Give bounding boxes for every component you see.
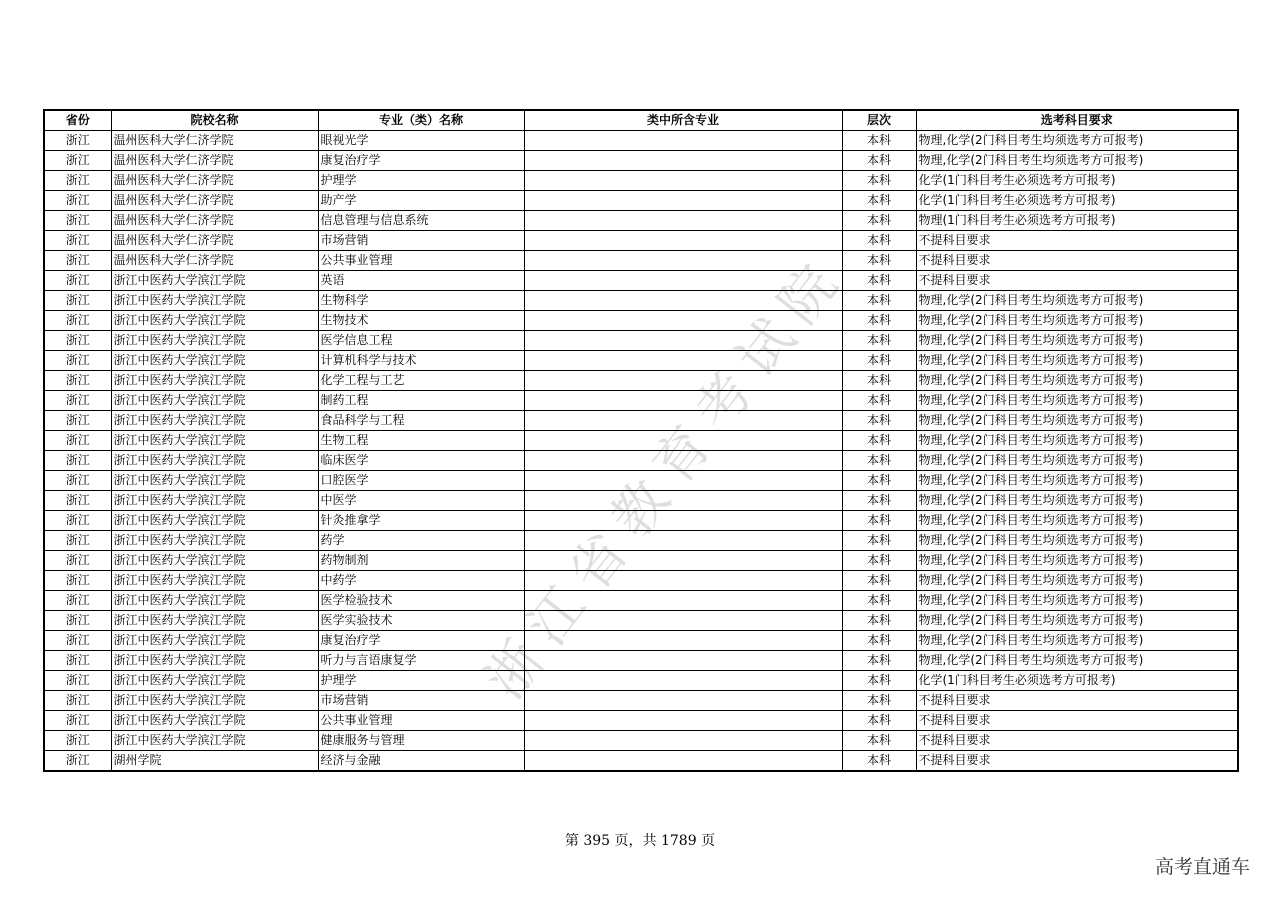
cell-province: 浙江 xyxy=(44,451,111,471)
cell-sub-majors xyxy=(524,391,842,411)
cell-province: 浙江 xyxy=(44,271,111,291)
cell-sub-majors xyxy=(524,191,842,211)
cell-subject-requirement: 化学(1门科目考生必须选考方可报考) xyxy=(916,171,1238,191)
cell-sub-majors xyxy=(524,731,842,751)
cell-level: 本科 xyxy=(842,131,916,151)
cell-level: 本科 xyxy=(842,251,916,271)
cell-major: 医学实验技术 xyxy=(318,611,524,631)
table-row xyxy=(44,431,1238,451)
cell-school: 浙江中医药大学滨江学院 xyxy=(111,731,318,751)
cell-major: 听力与言语康复学 xyxy=(318,651,524,671)
cell-level: 本科 xyxy=(842,511,916,531)
cell-subject-requirement: 不提科目要求 xyxy=(916,711,1238,731)
table-row xyxy=(44,671,1238,691)
table-header-row xyxy=(44,110,1238,131)
cell-subject-requirement: 物理,化学(2门科目考生均须选考方可报考) xyxy=(916,591,1238,611)
cell-sub-majors xyxy=(524,711,842,731)
page-footer: 第 395 页，共 1789 页 xyxy=(564,833,716,849)
cell-major: 康复治疗学 xyxy=(318,631,524,651)
cell-subject-requirement: 物理,化学(2门科目考生均须选考方可报考) xyxy=(916,451,1238,471)
cell-subject-requirement: 不提科目要求 xyxy=(916,271,1238,291)
cell-province: 浙江 xyxy=(44,251,111,271)
header-subject-requirement: 选考科目要求 xyxy=(916,110,1238,131)
cell-level: 本科 xyxy=(842,351,916,371)
table-row xyxy=(44,751,1238,772)
cell-level: 本科 xyxy=(842,271,916,291)
cell-level: 本科 xyxy=(842,671,916,691)
cell-subject-requirement: 物理,化学(2门科目考生均须选考方可报考) xyxy=(916,131,1238,151)
cell-level: 本科 xyxy=(842,711,916,731)
cell-school: 温州医科大学仁济学院 xyxy=(111,191,318,211)
cell-school: 浙江中医药大学滨江学院 xyxy=(111,411,318,431)
cell-subject-requirement: 物理,化学(2门科目考生均须选考方可报考) xyxy=(916,311,1238,331)
header-province: 省份 xyxy=(44,110,111,131)
cell-subject-requirement: 物理,化学(2门科目考生均须选考方可报考) xyxy=(916,531,1238,551)
cell-province: 浙江 xyxy=(44,151,111,171)
cell-school: 浙江中医药大学滨江学院 xyxy=(111,331,318,351)
cell-sub-majors xyxy=(524,751,842,772)
cell-sub-majors xyxy=(524,251,842,271)
cell-sub-majors xyxy=(524,511,842,531)
table-row xyxy=(44,731,1238,751)
cell-school: 浙江中医药大学滨江学院 xyxy=(111,591,318,611)
cell-level: 本科 xyxy=(842,731,916,751)
cell-subject-requirement: 不提科目要求 xyxy=(916,731,1238,751)
cell-sub-majors xyxy=(524,211,842,231)
cell-province: 浙江 xyxy=(44,691,111,711)
watermark: 浙江省教育考试院 xyxy=(473,242,858,711)
table-row xyxy=(44,271,1238,291)
cell-major: 医学信息工程 xyxy=(318,331,524,351)
cell-major: 医学检验技术 xyxy=(318,591,524,611)
cell-province: 浙江 xyxy=(44,331,111,351)
table-row xyxy=(44,451,1238,471)
cell-province: 浙江 xyxy=(44,351,111,371)
cell-school: 浙江中医药大学滨江学院 xyxy=(111,711,318,731)
table-row xyxy=(44,311,1238,331)
table-row xyxy=(44,151,1238,171)
cell-school: 温州医科大学仁济学院 xyxy=(111,251,318,271)
cell-school: 浙江中医药大学滨江学院 xyxy=(111,511,318,531)
cell-major: 健康服务与管理 xyxy=(318,731,524,751)
table-row xyxy=(44,251,1238,271)
cell-province: 浙江 xyxy=(44,531,111,551)
cell-sub-majors xyxy=(524,591,842,611)
cell-province: 浙江 xyxy=(44,311,111,331)
table-row xyxy=(44,131,1238,151)
cell-subject-requirement: 化学(1门科目考生必须选考方可报考) xyxy=(916,191,1238,211)
cell-level: 本科 xyxy=(842,231,916,251)
cell-province: 浙江 xyxy=(44,171,111,191)
table-row xyxy=(44,631,1238,651)
cell-school: 浙江中医药大学滨江学院 xyxy=(111,531,318,551)
table-row xyxy=(44,491,1238,511)
cell-major: 针灸推拿学 xyxy=(318,511,524,531)
cell-school: 浙江中医药大学滨江学院 xyxy=(111,451,318,471)
cell-school: 浙江中医药大学滨江学院 xyxy=(111,671,318,691)
cell-level: 本科 xyxy=(842,311,916,331)
cell-level: 本科 xyxy=(842,431,916,451)
table-row xyxy=(44,351,1238,371)
cell-school: 浙江中医药大学滨江学院 xyxy=(111,551,318,571)
cell-sub-majors xyxy=(524,371,842,391)
cell-major: 药学 xyxy=(318,531,524,551)
cell-level: 本科 xyxy=(842,491,916,511)
header-school: 院校名称 xyxy=(111,110,318,131)
table-row xyxy=(44,391,1238,411)
cell-school: 浙江中医药大学滨江学院 xyxy=(111,271,318,291)
header-level: 层次 xyxy=(842,110,916,131)
cell-province: 浙江 xyxy=(44,571,111,591)
cell-province: 浙江 xyxy=(44,651,111,671)
table-row xyxy=(44,591,1238,611)
cell-major: 计算机科学与技术 xyxy=(318,351,524,371)
cell-subject-requirement: 物理,化学(2门科目考生均须选考方可报考) xyxy=(916,571,1238,591)
cell-major: 市场营销 xyxy=(318,231,524,251)
cell-major: 护理学 xyxy=(318,171,524,191)
cell-sub-majors xyxy=(524,151,842,171)
cell-school: 湖州学院 xyxy=(111,751,318,772)
cell-subject-requirement: 不提科目要求 xyxy=(916,751,1238,772)
cell-major: 中医学 xyxy=(318,491,524,511)
cell-subject-requirement: 物理,化学(2门科目考生均须选考方可报考) xyxy=(916,631,1238,651)
table-row xyxy=(44,211,1238,231)
cell-school: 浙江中医药大学滨江学院 xyxy=(111,371,318,391)
table-row xyxy=(44,511,1238,531)
cell-sub-majors xyxy=(524,691,842,711)
cell-sub-majors xyxy=(524,631,842,651)
cell-sub-majors xyxy=(524,411,842,431)
cell-major: 信息管理与信息系统 xyxy=(318,211,524,231)
cell-province: 浙江 xyxy=(44,591,111,611)
cell-sub-majors xyxy=(524,351,842,371)
table-row xyxy=(44,291,1238,311)
cell-level: 本科 xyxy=(842,451,916,471)
cell-level: 本科 xyxy=(842,171,916,191)
cell-subject-requirement: 化学(1门科目考生必须选考方可报考) xyxy=(916,671,1238,691)
table-row xyxy=(44,611,1238,631)
cell-subject-requirement: 物理,化学(2门科目考生均须选考方可报考) xyxy=(916,471,1238,491)
cell-province: 浙江 xyxy=(44,511,111,531)
cell-sub-majors xyxy=(524,551,842,571)
table-row xyxy=(44,191,1238,211)
cell-province: 浙江 xyxy=(44,231,111,251)
cell-major: 英语 xyxy=(318,271,524,291)
cell-subject-requirement: 物理,化学(2门科目考生均须选考方可报考) xyxy=(916,371,1238,391)
brand-logo-text: 高考直通车 xyxy=(1154,856,1250,878)
cell-sub-majors xyxy=(524,611,842,631)
cell-level: 本科 xyxy=(842,191,916,211)
cell-sub-majors xyxy=(524,451,842,471)
cell-level: 本科 xyxy=(842,551,916,571)
cell-major: 药物制剂 xyxy=(318,551,524,571)
cell-sub-majors xyxy=(524,571,842,591)
cell-sub-majors xyxy=(524,671,842,691)
cell-major: 临床医学 xyxy=(318,451,524,471)
table-row xyxy=(44,371,1238,391)
cell-school: 浙江中医药大学滨江学院 xyxy=(111,571,318,591)
cell-province: 浙江 xyxy=(44,611,111,631)
cell-school: 温州医科大学仁济学院 xyxy=(111,211,318,231)
cell-major: 化学工程与工艺 xyxy=(318,371,524,391)
table-row xyxy=(44,331,1238,351)
table-row xyxy=(44,711,1238,731)
cell-level: 本科 xyxy=(842,631,916,651)
cell-level: 本科 xyxy=(842,291,916,311)
cell-subject-requirement: 物理,化学(2门科目考生均须选考方可报考) xyxy=(916,391,1238,411)
cell-province: 浙江 xyxy=(44,131,111,151)
cell-major: 食品科学与工程 xyxy=(318,411,524,431)
header-sub-majors: 类中所含专业 xyxy=(524,110,842,131)
table-row xyxy=(44,571,1238,591)
cell-subject-requirement: 不提科目要求 xyxy=(916,251,1238,271)
cell-sub-majors xyxy=(524,171,842,191)
cell-province: 浙江 xyxy=(44,711,111,731)
cell-province: 浙江 xyxy=(44,291,111,311)
cell-subject-requirement: 物理,化学(2门科目考生均须选考方可报考) xyxy=(916,351,1238,371)
cell-sub-majors xyxy=(524,311,842,331)
cell-school: 温州医科大学仁济学院 xyxy=(111,151,318,171)
cell-school: 浙江中医药大学滨江学院 xyxy=(111,691,318,711)
cell-subject-requirement: 物理,化学(2门科目考生均须选考方可报考) xyxy=(916,411,1238,431)
cell-school: 浙江中医药大学滨江学院 xyxy=(111,391,318,411)
cell-level: 本科 xyxy=(842,411,916,431)
cell-province: 浙江 xyxy=(44,411,111,431)
cell-sub-majors xyxy=(524,271,842,291)
cell-level: 本科 xyxy=(842,651,916,671)
cell-level: 本科 xyxy=(842,371,916,391)
table-row xyxy=(44,691,1238,711)
cell-school: 浙江中医药大学滨江学院 xyxy=(111,431,318,451)
cell-subject-requirement: 物理,化学(2门科目考生均须选考方可报考) xyxy=(916,551,1238,571)
cell-sub-majors xyxy=(524,651,842,671)
cell-level: 本科 xyxy=(842,691,916,711)
cell-major: 生物科学 xyxy=(318,291,524,311)
cell-level: 本科 xyxy=(842,591,916,611)
cell-level: 本科 xyxy=(842,211,916,231)
cell-level: 本科 xyxy=(842,611,916,631)
cell-level: 本科 xyxy=(842,571,916,591)
table-row xyxy=(44,471,1238,491)
cell-major: 公共事业管理 xyxy=(318,711,524,731)
cell-sub-majors xyxy=(524,291,842,311)
cell-major: 市场营销 xyxy=(318,691,524,711)
table-row xyxy=(44,531,1238,551)
cell-province: 浙江 xyxy=(44,731,111,751)
cell-major: 助产学 xyxy=(318,191,524,211)
cell-major: 中药学 xyxy=(318,571,524,591)
cell-province: 浙江 xyxy=(44,191,111,211)
cell-major: 制药工程 xyxy=(318,391,524,411)
table-row xyxy=(44,551,1238,571)
cell-school: 浙江中医药大学滨江学院 xyxy=(111,291,318,311)
cell-sub-majors xyxy=(524,531,842,551)
cell-school: 温州医科大学仁济学院 xyxy=(111,131,318,151)
table-row xyxy=(44,411,1238,431)
cell-major: 生物技术 xyxy=(318,311,524,331)
table-row xyxy=(44,171,1238,191)
cell-school: 温州医科大学仁济学院 xyxy=(111,231,318,251)
table-row xyxy=(44,231,1238,251)
cell-sub-majors xyxy=(524,131,842,151)
cell-level: 本科 xyxy=(842,151,916,171)
cell-school: 浙江中医药大学滨江学院 xyxy=(111,471,318,491)
cell-school: 浙江中医药大学滨江学院 xyxy=(111,651,318,671)
cell-province: 浙江 xyxy=(44,471,111,491)
cell-level: 本科 xyxy=(842,471,916,491)
cell-major: 公共事业管理 xyxy=(318,251,524,271)
cell-major: 生物工程 xyxy=(318,431,524,451)
cell-major: 眼视光学 xyxy=(318,131,524,151)
cell-level: 本科 xyxy=(842,531,916,551)
cell-province: 浙江 xyxy=(44,391,111,411)
cell-subject-requirement: 物理,化学(2门科目考生均须选考方可报考) xyxy=(916,611,1238,631)
cell-subject-requirement: 物理,化学(2门科目考生均须选考方可报考) xyxy=(916,151,1238,171)
cell-subject-requirement: 物理,化学(2门科目考生均须选考方可报考) xyxy=(916,291,1238,311)
cell-sub-majors xyxy=(524,331,842,351)
cell-major: 护理学 xyxy=(318,671,524,691)
cell-subject-requirement: 物理(1门科目考生必须选考方可报考) xyxy=(916,211,1238,231)
cell-school: 浙江中医药大学滨江学院 xyxy=(111,311,318,331)
cell-subject-requirement: 物理,化学(2门科目考生均须选考方可报考) xyxy=(916,491,1238,511)
cell-school: 浙江中医药大学滨江学院 xyxy=(111,611,318,631)
cell-sub-majors xyxy=(524,491,842,511)
cell-school: 浙江中医药大学滨江学院 xyxy=(111,491,318,511)
cell-province: 浙江 xyxy=(44,211,111,231)
cell-province: 浙江 xyxy=(44,491,111,511)
cell-school: 浙江中医药大学滨江学院 xyxy=(111,631,318,651)
table-row xyxy=(44,651,1238,671)
cell-level: 本科 xyxy=(842,751,916,772)
cell-subject-requirement: 不提科目要求 xyxy=(916,691,1238,711)
header-major: 专业（类）名称 xyxy=(318,110,524,131)
enrollment-requirements-table xyxy=(43,109,1239,772)
cell-subject-requirement: 物理,化学(2门科目考生均须选考方可报考) xyxy=(916,331,1238,351)
cell-school: 浙江中医药大学滨江学院 xyxy=(111,351,318,371)
cell-major: 经济与金融 xyxy=(318,751,524,772)
cell-sub-majors xyxy=(524,431,842,451)
cell-province: 浙江 xyxy=(44,371,111,391)
cell-province: 浙江 xyxy=(44,671,111,691)
cell-school: 温州医科大学仁济学院 xyxy=(111,171,318,191)
cell-major: 康复治疗学 xyxy=(318,151,524,171)
cell-major: 口腔医学 xyxy=(318,471,524,491)
cell-province: 浙江 xyxy=(44,751,111,772)
cell-subject-requirement: 不提科目要求 xyxy=(916,231,1238,251)
cell-province: 浙江 xyxy=(44,551,111,571)
cell-level: 本科 xyxy=(842,331,916,351)
cell-subject-requirement: 物理,化学(2门科目考生均须选考方可报考) xyxy=(916,431,1238,451)
cell-province: 浙江 xyxy=(44,431,111,451)
cell-subject-requirement: 物理,化学(2门科目考生均须选考方可报考) xyxy=(916,511,1238,531)
cell-level: 本科 xyxy=(842,391,916,411)
cell-province: 浙江 xyxy=(44,631,111,651)
cell-subject-requirement: 物理,化学(2门科目考生均须选考方可报考) xyxy=(916,651,1238,671)
cell-sub-majors xyxy=(524,231,842,251)
cell-sub-majors xyxy=(524,471,842,491)
